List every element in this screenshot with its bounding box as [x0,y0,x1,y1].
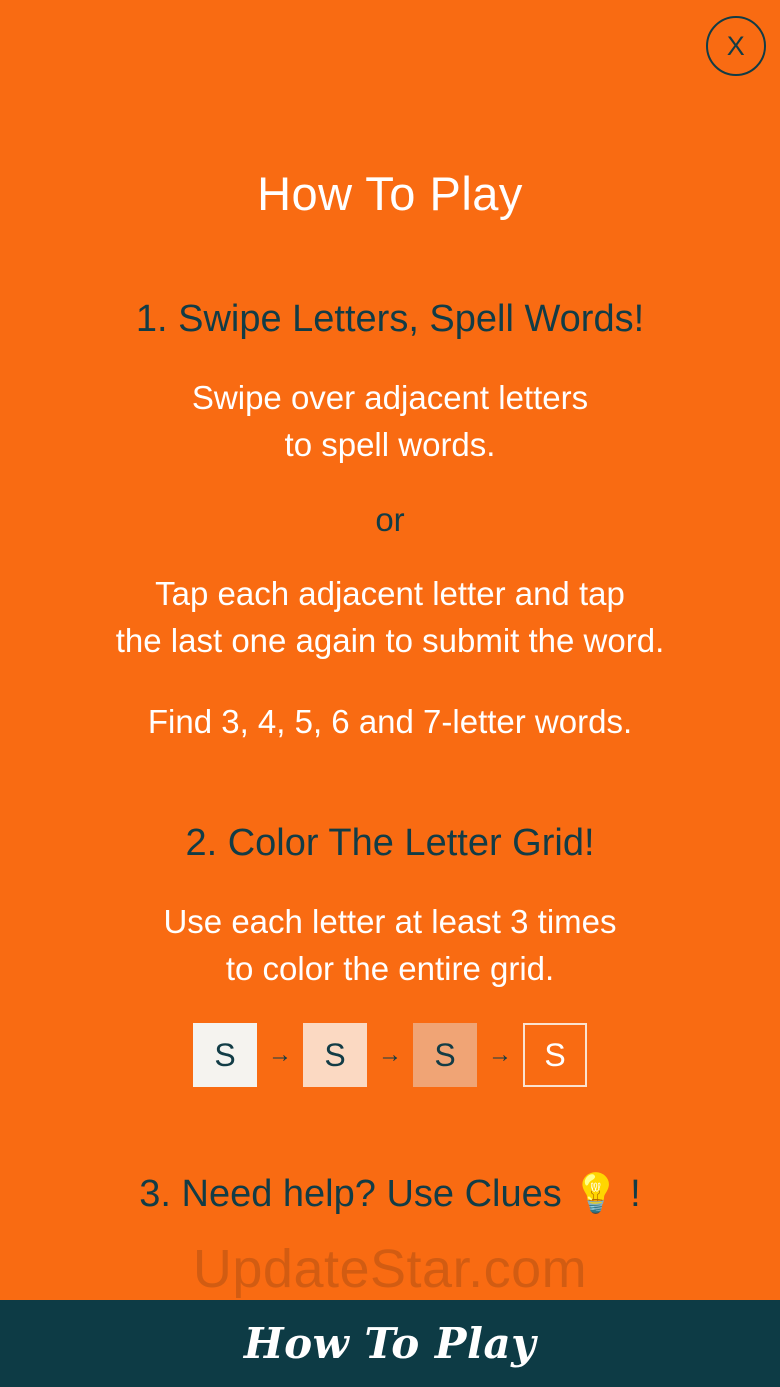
step-2-heading: 2. Color The Letter Grid! [185,821,595,864]
tile-progression [0,1023,780,1087]
letter-tile-outline: S [523,1023,587,1087]
step-1-alt-description [0,571,780,665]
arrow-right-icon-2: → [378,1041,402,1069]
close-icon: X [726,30,746,61]
arrow-right-icon-3: → [488,1041,512,1069]
watermark: UpdateStar.com [192,1239,588,1299]
step-1-note: Find 3, 4, 5, 6 and 7-letter words. [147,702,633,740]
bottom-bar-label: How To Play [243,1319,537,1368]
arrow-right-icon-1: → [268,1041,292,1069]
step-3-heading: 3. Need help? Use Clues 💡 ! [139,1173,641,1216]
step-1-description [0,375,780,469]
step-1-divider: or [375,501,405,539]
letter-tile-white: S [193,1023,257,1087]
step-1-line-1: Swipe over adjacent letters [191,379,589,417]
step-1-alt-line-2: the last one again to submit the word. [115,621,665,659]
step-2-description [0,899,780,993]
letter-tile-light: S [303,1023,367,1087]
step-2-line-2: to color the entire grid. [225,950,555,988]
step-2-line-1: Use each letter at least 3 times [163,903,617,941]
step-1-alt-line-1: Tap each adjacent letter and tap [155,575,625,613]
step-1-line-2: to spell words. [284,426,496,464]
step-1-heading: 1. Swipe Letters, Spell Words! [135,297,645,340]
bottom-bar [0,1300,780,1387]
letter-tile-medium: S [413,1023,477,1087]
page-title: How To Play [257,167,523,220]
